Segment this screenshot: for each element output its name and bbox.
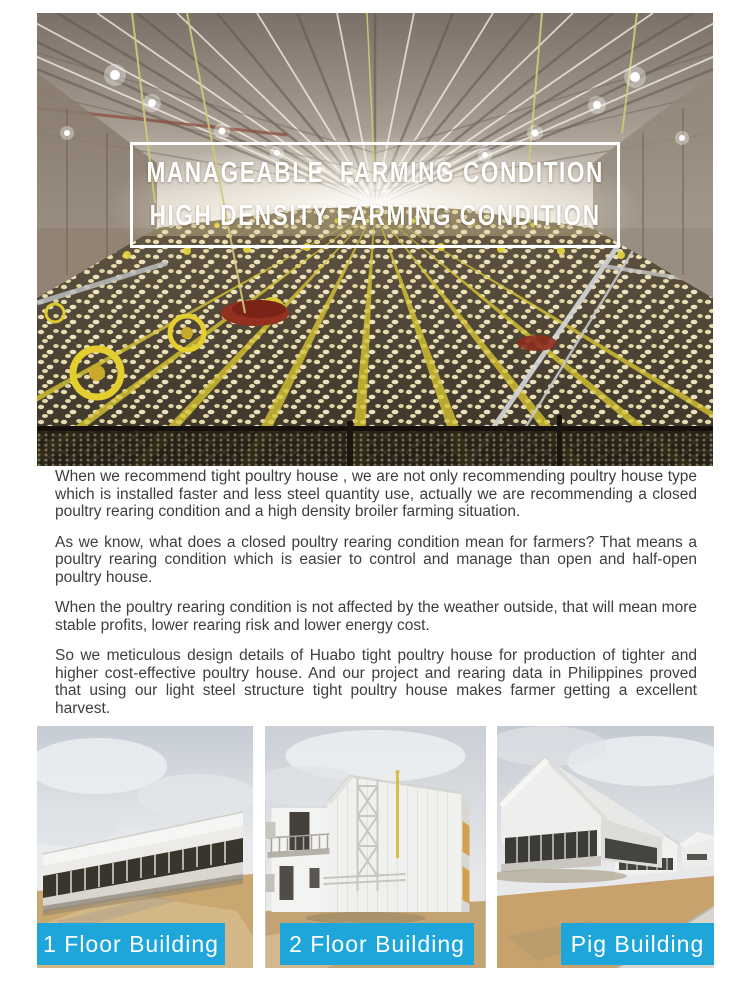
pig-building-photo [497, 726, 714, 968]
pig-building-label: Pig Building [570, 930, 705, 957]
one-floor-building-banner [37, 923, 225, 965]
paragraph-weather-stable-profits: When the poultry rearing condition is not affected by the weather outside, that will mean more stable profits, lower rearing risk and lower energy cost. [55, 599, 697, 634]
paragraph-closed-rearing-condition: As we know, what does a closed poultry rearing condition mean for farmers? That means a poultry rearing condition which is easier to control and manage than open and half-open poultry house. [55, 533, 697, 586]
paragraph-huabo-design-philippines: So we meticulous design details of Huabo tight poultry house for production of tighter and higher cost-effective poultry house. And our project and rearing data in Philippines proved that using our light steel structure tight poultry house makes farmer getting a excellent harvest. [55, 647, 697, 717]
poultry-house-interior-photo [37, 13, 713, 466]
hero-title-line2: HIGH DENSITY FARMING CONDITION [149, 200, 601, 232]
two-floor-building-label: 2 Floor Building [289, 930, 465, 957]
pig-building-banner [561, 923, 714, 965]
paragraph-recommend-tight-poultry-house: When we recommend tight poultry house , we are not only recommending poultry house type which is installed faster and less steel quantity use, actually we are recommending a closed poultry rearing condition and a high density broiler farming situation. [55, 468, 697, 520]
two-floor-building-banner [280, 923, 474, 965]
two-floor-building-photo [265, 726, 486, 968]
one-floor-building-label: 1 Floor Building [43, 930, 219, 957]
hero-title-line1: MANAGEABLE FARMING CONDITION [146, 157, 604, 189]
body-copy [55, 468, 697, 730]
hero-title-frame [130, 142, 620, 248]
one-floor-building-photo [37, 726, 253, 968]
